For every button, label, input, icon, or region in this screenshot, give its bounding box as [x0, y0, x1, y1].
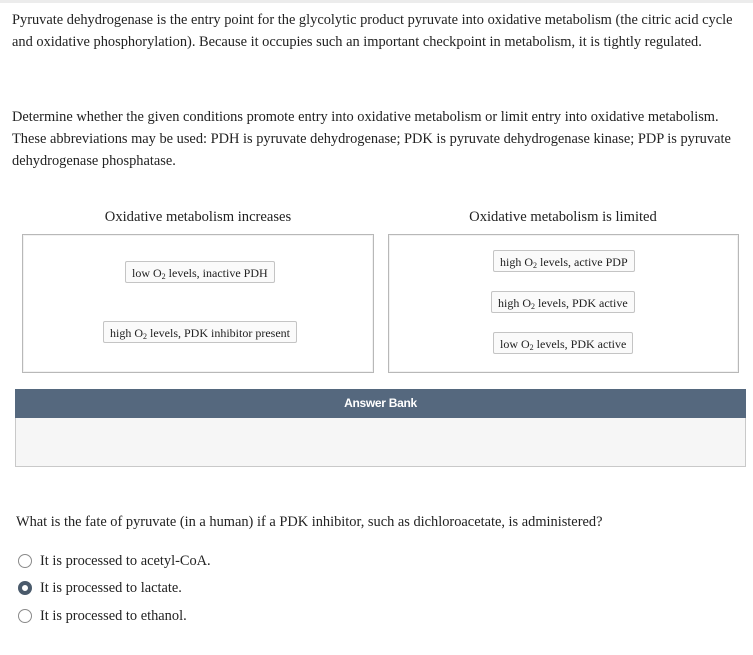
answer-bank-drop-zone[interactable]	[15, 418, 746, 467]
question-text: What is the fate of pyruvate (in a human) if a PDK inhibitor, such as dichloroacetate, is administered?	[16, 514, 603, 530]
chip-low-o2-inactive-pdh[interactable]: low $O_2$ levels, inactive PDH	[125, 261, 275, 283]
instructions-paragraph: Determine whether the given conditions promote entry into oxidative metabolism or limit entry into oxidative metabolism. These abbreviations may be used: PDH is pyruvate dehydrogenase; PDK is pyruvate dehydrogenase kinase; PDP is pyruvate dehydrogenase phosphatase.	[12, 109, 731, 169]
option-acetyl-coa[interactable]	[18, 551, 211, 571]
chip-high-o2-pdk-inhibitor[interactable]: high $O_2$ levels, PDK inhibitor present	[103, 321, 297, 343]
radio-button[interactable]	[18, 609, 32, 623]
chip-low-o2-pdk-active[interactable]: low $O_2$ levels, PDK active	[493, 332, 633, 354]
answer-bank-header: Answer Bank	[15, 389, 746, 418]
radio-button-selected[interactable]	[18, 581, 32, 595]
option-lactate[interactable]	[18, 578, 182, 598]
chip-high-o2-pdk-active[interactable]: high $O_2$ levels, PDK active	[491, 291, 635, 313]
radio-button[interactable]	[18, 554, 32, 568]
increases-column-title: Oxidative metabolism increases	[104, 209, 292, 225]
option-label: It is processed to lactate.	[40, 579, 182, 596]
option-ethanol[interactable]	[18, 606, 187, 626]
intro-paragraph: Pyruvate dehydrogenase is the entry point for the glycolytic product pyruvate into oxidative metabolism (the citric acid cycle and oxidative phosphorylation). Because it occupies such an important checkpoint in metabolism, it is tightly regulated.	[12, 12, 733, 50]
option-label: It is processed to acetyl-CoA.	[40, 552, 211, 569]
option-label: It is processed to ethanol.	[40, 607, 187, 624]
chip-high-o2-active-pdp[interactable]: high $O_2$ levels, active PDP	[493, 250, 635, 272]
increases-drop-zone[interactable]	[22, 234, 374, 373]
limited-drop-zone[interactable]	[388, 234, 739, 373]
limited-column-title: Oxidative metabolism is limited	[469, 209, 657, 225]
top-divider	[0, 0, 753, 3]
